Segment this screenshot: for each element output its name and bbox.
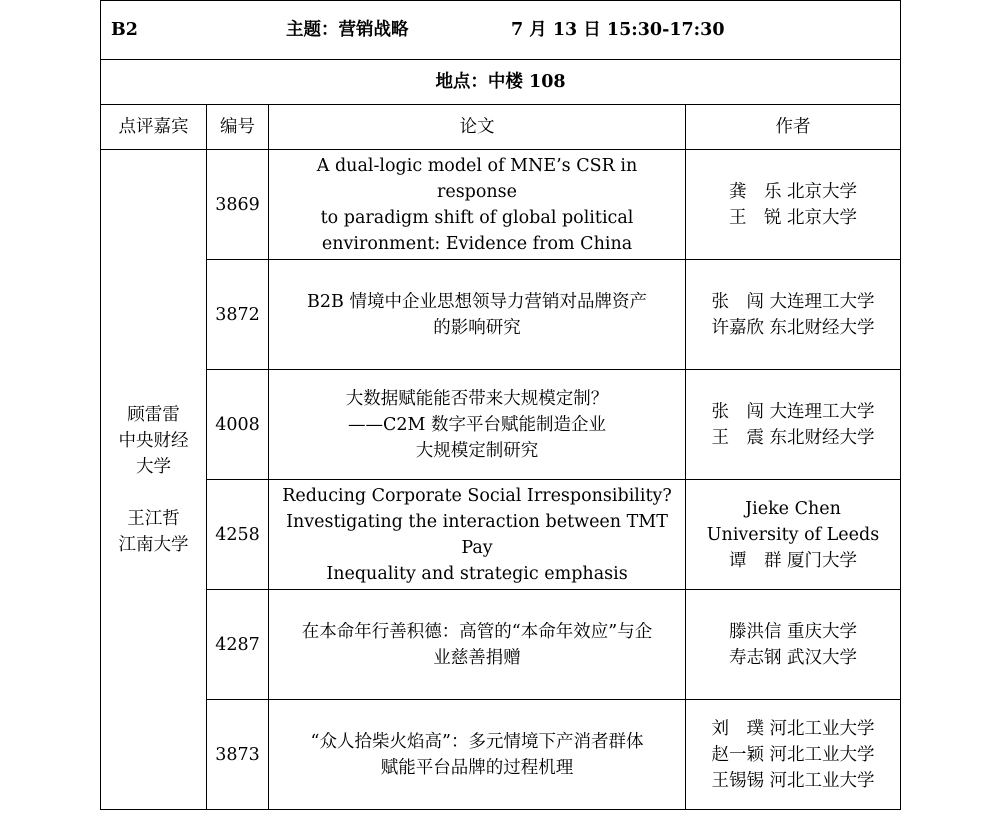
session-table: [100, 0, 901, 810]
session-code: B2: [111, 20, 138, 40]
paper-row: [101, 260, 901, 370]
paper-title: [269, 700, 686, 810]
paper-title-line: to paradigm shift of global political: [320, 207, 634, 228]
paper-title-line: Investigating the interaction between TMT Pay: [286, 511, 668, 558]
paper-title-line: 在本命年行善积德：高管的“本命年效应”与企: [301, 621, 653, 642]
author-line: University of Leeds: [706, 524, 880, 545]
paper-title: [269, 590, 686, 700]
paper-row: [101, 370, 901, 480]
paper-id: 4287: [207, 590, 269, 700]
paper-title-line: 赋能平台品牌的过程机理: [380, 757, 574, 778]
session-theme: 主题：营销战略: [286, 20, 409, 40]
paper-row: [101, 700, 901, 810]
author-line: 王 锐 北京大学: [728, 207, 858, 228]
column-header-row: [101, 105, 901, 150]
paper-title: [269, 260, 686, 370]
paper-row: [101, 590, 901, 700]
paper-authors: [686, 480, 901, 590]
reviewer-line: 中央财经: [118, 430, 189, 451]
author-line: 王锡锡 河北工业大学: [711, 770, 875, 791]
column-header-paper: 论文: [269, 105, 686, 150]
author-line: 张 闯 大连理工大学: [711, 401, 875, 422]
session-location: 地点：中楼 108: [101, 60, 901, 105]
paper-title: [269, 480, 686, 590]
author-line: 王 震 东北财经大学: [711, 427, 875, 448]
paper-title: [269, 370, 686, 480]
reviewers-cell: [101, 150, 207, 810]
paper-authors: [686, 260, 901, 370]
paper-row: [101, 480, 901, 590]
author-line: 寿志钢 武汉大学: [728, 647, 858, 668]
column-header-id: 编号: [207, 105, 269, 150]
reviewer-line: [101, 480, 206, 506]
paper-authors: [686, 700, 901, 810]
reviewer-line: 王江哲: [127, 508, 180, 529]
session-header-cell: [101, 1, 901, 60]
author-line: 滕洪信 重庆大学: [728, 621, 858, 642]
author-line: 赵一颖 河北工业大学: [711, 744, 875, 765]
author-line: 张 闯 大连理工大学: [711, 291, 875, 312]
reviewer-line: 顾雷雷: [127, 404, 180, 425]
paper-title: [269, 150, 686, 260]
paper-title-line: 大数据赋能能否带来大规模定制？: [345, 388, 609, 409]
author-line: 刘 璞 河北工业大学: [711, 718, 875, 739]
paper-row: [101, 150, 901, 260]
author-line: 许嘉欣 东北财经大学: [711, 317, 875, 338]
paper-title-line: Reducing Corporate Social Irresponsibility?: [282, 485, 672, 506]
paper-title-line: Inequality and strategic emphasis: [326, 563, 628, 584]
session-time: 7 月 13 日 15:30-17:30: [511, 20, 725, 40]
paper-title-line: 大规模定制研究: [415, 440, 539, 461]
reviewer-line: 大学: [136, 456, 171, 477]
paper-title-line: 业慈善捐赠: [433, 647, 521, 668]
paper-id: 3873: [207, 700, 269, 810]
paper-id: 3872: [207, 260, 269, 370]
paper-authors: [686, 150, 901, 260]
paper-title-line: A dual-logic model of MNE’s CSR in response: [316, 155, 638, 202]
paper-id: 3869: [207, 150, 269, 260]
paper-rows: [101, 150, 901, 810]
author-line: Jieke Chen: [745, 498, 841, 519]
paper-authors: [686, 370, 901, 480]
author-line: 龚 乐 北京大学: [728, 181, 858, 202]
session-header-row: [101, 1, 901, 60]
column-header-reviewers: 点评嘉宾: [101, 105, 207, 150]
paper-id: 4008: [207, 370, 269, 480]
author-line: 谭 群 厦门大学: [728, 550, 858, 571]
paper-title-line: “众人拾柴火焰高”：多元情境下产消者群体: [310, 731, 644, 752]
paper-title-line: ——C2M 数字平台赋能制造企业: [347, 414, 606, 435]
column-header-authors: 作者: [686, 105, 901, 150]
paper-title-line: B2B 情境中企业思想领导力营销对品牌资产: [307, 291, 647, 312]
paper-authors: [686, 590, 901, 700]
location-row: [101, 60, 901, 105]
paper-id: 4258: [207, 480, 269, 590]
reviewer-line: 江南大学: [118, 534, 189, 555]
paper-title-line: 的影响研究: [433, 317, 521, 338]
paper-title-line: environment: Evidence from China: [321, 233, 633, 254]
